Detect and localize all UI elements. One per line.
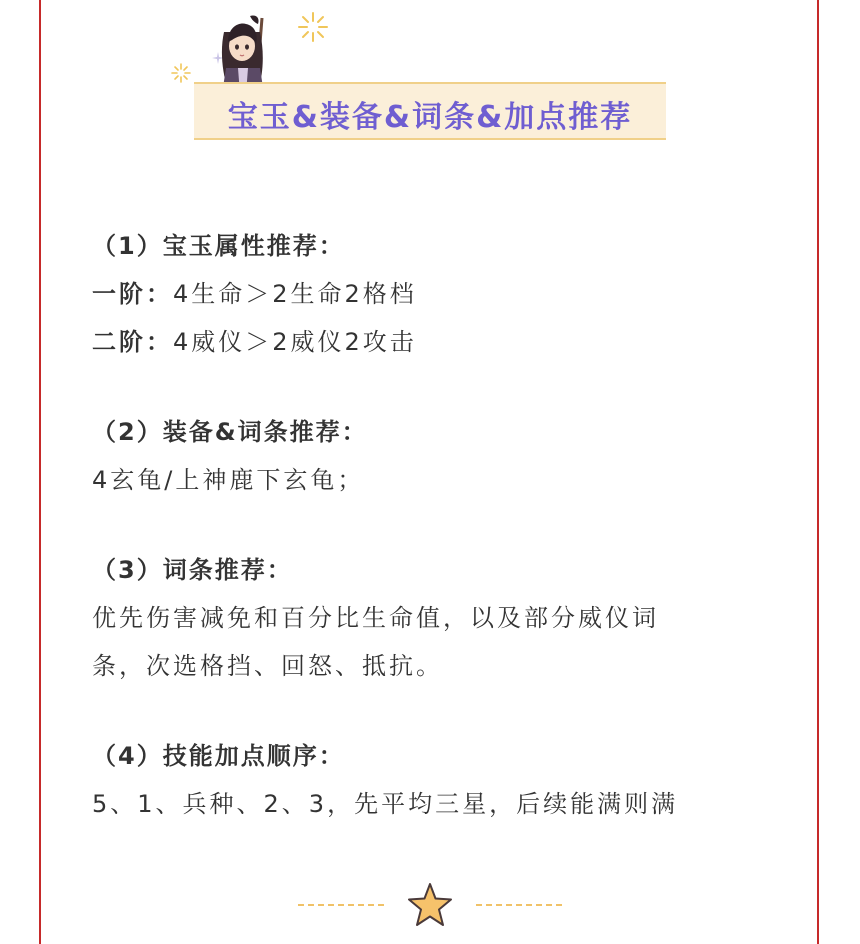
section-affixes [92,546,792,690]
dashed-line [298,904,384,906]
line-label: 一阶： [92,280,173,308]
line-text: 4生命＞2生命2格档 [173,280,417,308]
dashed-line [476,904,562,906]
sparkle-icon [296,10,330,44]
section-title: （3）词条推荐： [92,556,293,584]
line-label: 二阶： [92,328,173,356]
section-equipment [92,408,792,504]
star-icon [406,882,454,928]
section-skill-order [92,732,792,828]
content-line: 优先伤害减免和百分比生命值，以及部分威仪词 [92,604,659,632]
section-title: （2）装备&词条推荐： [92,418,368,446]
title-banner [194,82,666,140]
article-content [92,222,792,870]
line-text: 4威仪＞2威仪2攻击 [173,328,417,356]
left-border [39,0,41,944]
content-line [92,270,792,318]
content-line: 4玄龟/上神鹿下玄龟； [92,466,365,494]
sparkle-icon [170,62,192,84]
section-title: （1）宝玉属性推荐： [92,232,345,260]
page-title: 宝玉&装备&词条&加点推荐 [227,100,633,135]
footer-divider [298,880,562,928]
content-line: 5、1、兵种、2、3，先平均三星，后续能满则满 [92,790,679,818]
right-border [817,0,819,944]
content-line [92,318,792,366]
content-line: 条，次选格挡、回怒、抵抗。 [92,652,443,680]
section-gem-attributes [92,222,792,366]
section-title: （4）技能加点顺序： [92,742,345,770]
